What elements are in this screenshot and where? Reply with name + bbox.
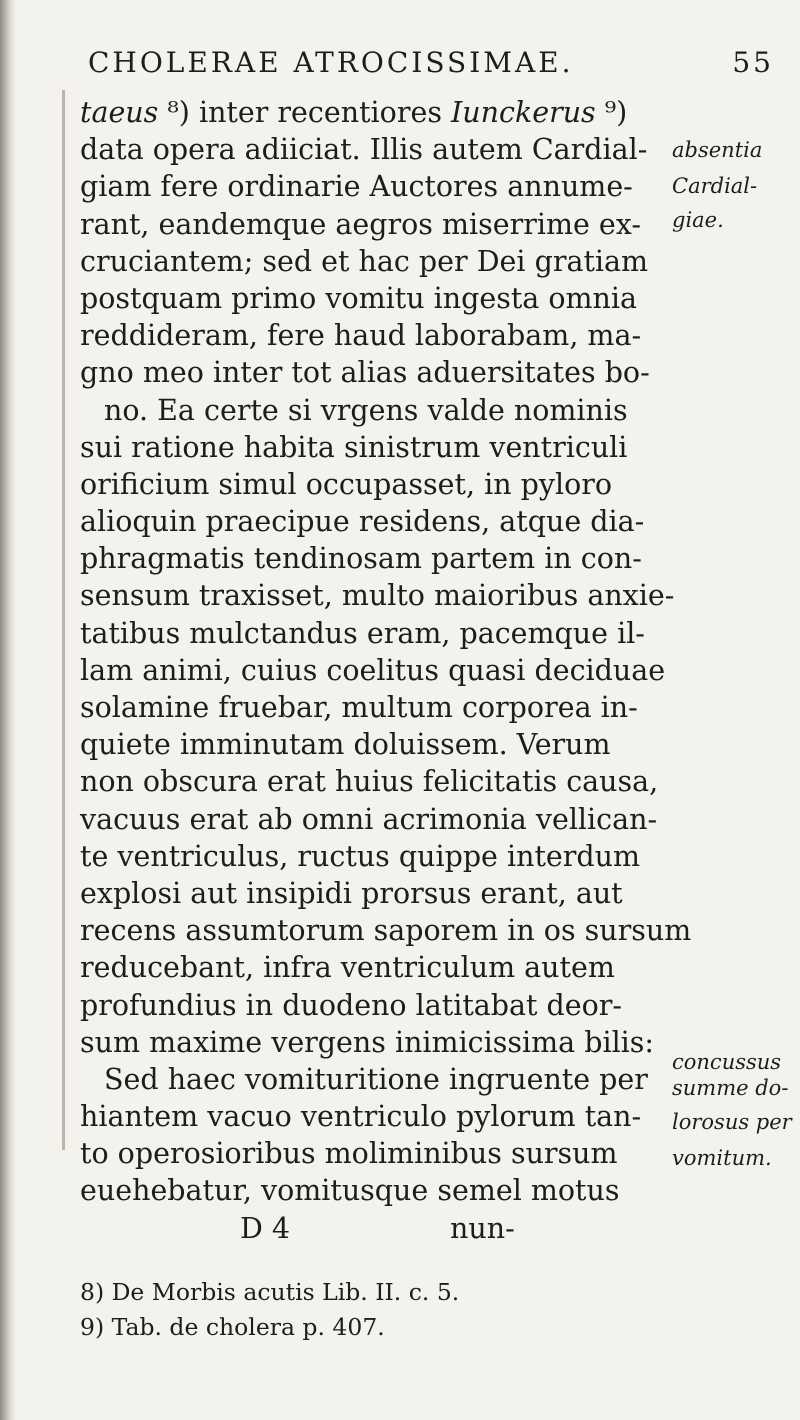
- text-line: data opera adiiciat. Illis autem Cardial-: [80, 133, 648, 167]
- text-line: giam fere ordinarie Auctores annume-: [80, 170, 633, 204]
- text-line: hiantem vacuo ventriculo pylorum tan-: [80, 1100, 642, 1134]
- text-line: gno meo inter tot alias aduersitates bo-: [80, 356, 650, 390]
- text-line: taeus ⁸) inter recentiores Iunckerus ⁹): [80, 96, 628, 129]
- margin-note: summe do-: [672, 1076, 789, 1100]
- text-line: quiete imminutam doluissem. Verum: [80, 728, 611, 762]
- catchword: nun-: [450, 1211, 515, 1245]
- text-line: no. Ea certe si vrgens valde nominis: [104, 393, 628, 427]
- text-line: profundius in duodeno latitabat deor-: [80, 988, 623, 1022]
- running-head: [88, 46, 778, 86]
- text-line: euehebatur, vomitusque semel motus: [80, 1174, 620, 1208]
- signature-mark: D 4: [240, 1211, 291, 1245]
- text-line: tatibus mulctandus eram, pacemque il-: [80, 616, 645, 650]
- main-text: [80, 94, 692, 1247]
- running-head-title: CHOLERAE ATROCISSIMAE.: [88, 46, 574, 79]
- page-number: 55: [732, 46, 774, 79]
- margin-note: giae.: [672, 208, 724, 232]
- text-line: Sed haec vomituritione ingruente per: [104, 1062, 648, 1096]
- text-line: non obscura erat huius felicitatis causa,: [80, 765, 659, 799]
- margin-note: concussus: [672, 1050, 782, 1074]
- text-line: vacuus erat ab omni acrimonia vellican-: [80, 802, 658, 836]
- column-rule: [62, 90, 65, 1150]
- text-line: reddideram, fere haud laborabam, ma-: [80, 319, 642, 353]
- text-line: explosi aut insipidi prorsus erant, aut: [80, 876, 623, 910]
- text-line: phragmatis tendinosam partem in con-: [80, 542, 642, 576]
- footnote: 9) Tab. de cholera p. 407.: [80, 1313, 385, 1341]
- text-line: rant, eandemque aegros miserrime ex-: [80, 207, 641, 241]
- margin-note: absentia: [672, 138, 763, 162]
- text-line: sum maxime vergens inimicissima bilis:: [80, 1025, 655, 1059]
- text-line: postquam primo vomitu ingesta omnia: [80, 281, 638, 315]
- text-line: cruciantem; sed et hac per Dei gratiam: [80, 244, 649, 278]
- margin-note: vomitum.: [672, 1146, 772, 1170]
- catchline: [80, 1210, 660, 1247]
- text-line: lam animi, cuius coelitus quasi deciduae: [80, 653, 666, 687]
- text-line: to operosioribus moliminibus sursum: [80, 1137, 618, 1171]
- text-line: orificium simul occupasset, in pyloro: [80, 467, 613, 501]
- text-line: te ventriculus, ructus quippe interdum: [80, 839, 641, 873]
- footnote: 8) De Morbis acutis Lib. II. c. 5.: [80, 1278, 460, 1306]
- text-line: sui ratione habita sinistrum ventriculi: [80, 430, 628, 464]
- text-line: reducebant, infra ventriculum autem: [80, 951, 615, 985]
- text-line: alioquin praecipue residens, atque dia-: [80, 505, 645, 539]
- text-line: solamine fruebar, multum corporea in-: [80, 691, 638, 724]
- margin-note: Cardial-: [672, 174, 758, 198]
- footnotes: [80, 1275, 680, 1345]
- book-binding-shadow: [0, 0, 16, 1420]
- margin-note: lorosus per: [672, 1110, 792, 1134]
- text-line: recens assumtorum saporem in os sursum: [80, 914, 692, 948]
- text-line: sensum traxisset, multo maioribus anxie-: [80, 579, 675, 613]
